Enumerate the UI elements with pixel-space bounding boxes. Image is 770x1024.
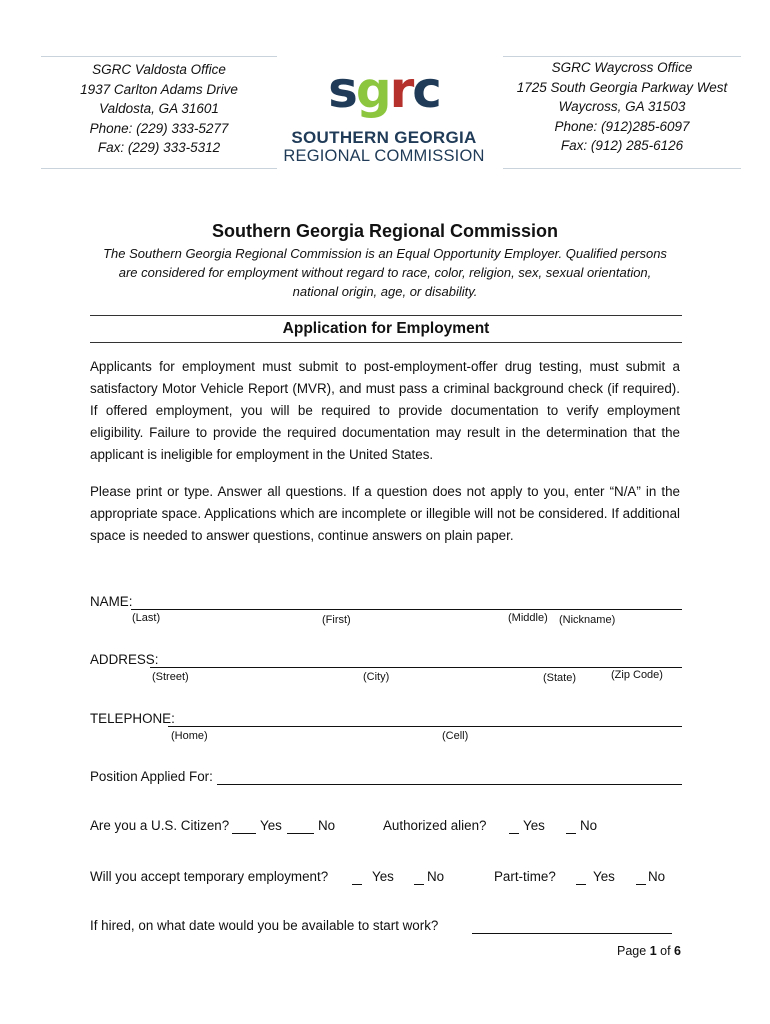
address-label: ADDRESS: — [90, 652, 159, 667]
start-date-question: If hired, on what date would you be available to start work? — [90, 918, 439, 933]
page-title: Southern Georgia Regional Commission — [211, 221, 559, 241]
address-field[interactable] — [90, 652, 682, 684]
temporary-no-blank[interactable] — [414, 883, 424, 885]
temporary-yes-blank[interactable] — [352, 883, 362, 885]
name-field[interactable] — [90, 594, 682, 626]
valdosta-office — [41, 56, 277, 160]
name-input-line[interactable] — [131, 609, 682, 610]
waycross-office — [503, 56, 741, 158]
temporary-question-row — [90, 869, 690, 889]
office-fax: Fax: (912) 285-6126 — [560, 138, 684, 153]
requirements-paragraph: Applicants for employment must submit to post-employment-offer drug testing, must submit a satisfactory Motor Vehicle Report (MVR), and must pass a criminal background check (if required). If offered employment, you will be required to provide documentation to verify employment eligibility. Failure to provide the required documentation may result in the determination that the applicant is ineligible for employment in the United States. — [90, 359, 680, 462]
start-date-row — [90, 918, 690, 938]
citizen-no-label: No — [318, 818, 336, 833]
instructions-paragraph: Please print or type. Answer all questions. If a question does not apply to you, enter “N/A” in the appropriate space. Applications which are incomplete or illegible will not be considered. If additional space is needed to answer questions, continue answers on plain paper. — [90, 484, 680, 543]
telephone-label: TELEPHONE: — [90, 711, 175, 726]
position-label: Position Applied For: — [90, 769, 213, 784]
sublabel-city: (City) — [363, 671, 390, 683]
name-label: NAME: — [90, 594, 133, 609]
address-input-line[interactable] — [150, 667, 682, 668]
parttime-question: Part-time? — [494, 869, 556, 884]
office-street: 1725 South Georgia Parkway West — [516, 79, 728, 95]
telephone-input-line[interactable] — [168, 726, 682, 727]
telephone-field[interactable] — [90, 711, 682, 742]
eeo-statement: The Southern Georgia Regional Commission is an Equal Opportunity Employer. Qualified persons are considered for employment without regard to race, color, religion, sex, sexual orientation, national origin, age, or disability. — [103, 246, 667, 299]
office-city: Valdosta, GA 31601 — [99, 101, 219, 116]
position-input-line[interactable] — [217, 784, 682, 785]
divider — [90, 315, 682, 316]
citizen-no-blank[interactable] — [287, 832, 314, 834]
temporary-question: Will you accept temporary employment? — [90, 869, 329, 884]
office-name: SGRC Valdosta Office — [92, 62, 226, 77]
sgrc-logo — [280, 61, 488, 166]
alien-yes-label: Yes — [523, 818, 545, 833]
sublabel-last: (Last) — [132, 612, 161, 624]
citizen-question-row — [90, 818, 690, 838]
citizen-yes-label: Yes — [260, 818, 282, 833]
form-title: Application for Employment — [282, 320, 490, 337]
office-phone: Phone: (229) 333-5277 — [89, 120, 229, 136]
divider — [41, 168, 277, 169]
office-name: SGRC Waycross Office — [551, 60, 693, 75]
alien-no-label: No — [580, 818, 598, 833]
temporary-yes-label: Yes — [372, 869, 394, 884]
divider — [503, 168, 741, 169]
sublabel-cell: (Cell) — [442, 730, 469, 742]
sublabel-zip: (Zip Code) — [611, 669, 663, 681]
sublabel-home: (Home) — [171, 730, 208, 742]
office-city: Waycross, GA 31503 — [558, 99, 686, 114]
citizen-yes-blank[interactable] — [232, 832, 256, 834]
alien-question: Authorized alien? — [383, 818, 487, 833]
parttime-no-label: No — [648, 869, 666, 884]
start-date-blank[interactable] — [472, 932, 672, 934]
sublabel-first: (First) — [322, 614, 351, 626]
logo-line-1: SOUTHERN GEORGIA — [291, 128, 477, 147]
sublabel-middle: (Middle) — [508, 612, 548, 624]
divider — [90, 342, 682, 343]
citizen-question: Are you a U.S. Citizen? — [90, 818, 230, 833]
parttime-yes-blank[interactable] — [576, 883, 586, 885]
divider — [41, 56, 277, 57]
office-fax: Fax: (229) 333-5312 — [97, 140, 221, 155]
parttime-yes-label: Yes — [593, 869, 615, 884]
divider — [503, 56, 741, 57]
sublabel-nickname: (Nickname) — [559, 614, 616, 626]
position-field[interactable] — [90, 769, 682, 789]
office-street: 1937 Carlton Adams Drive — [80, 81, 238, 97]
sublabel-state: (State) — [543, 672, 577, 684]
sublabel-street: (Street) — [152, 671, 189, 683]
page-number: Page 1 of 6 — [617, 944, 681, 958]
alien-no-blank[interactable] — [566, 832, 576, 834]
parttime-no-blank[interactable] — [636, 883, 646, 885]
logo-mark: sgrc — [328, 61, 440, 119]
alien-yes-blank[interactable] — [509, 832, 519, 834]
temporary-no-label: No — [427, 869, 445, 884]
logo-line-2: REGIONAL COMMISSION — [283, 147, 485, 165]
office-phone: Phone: (912)285-6097 — [554, 118, 690, 134]
